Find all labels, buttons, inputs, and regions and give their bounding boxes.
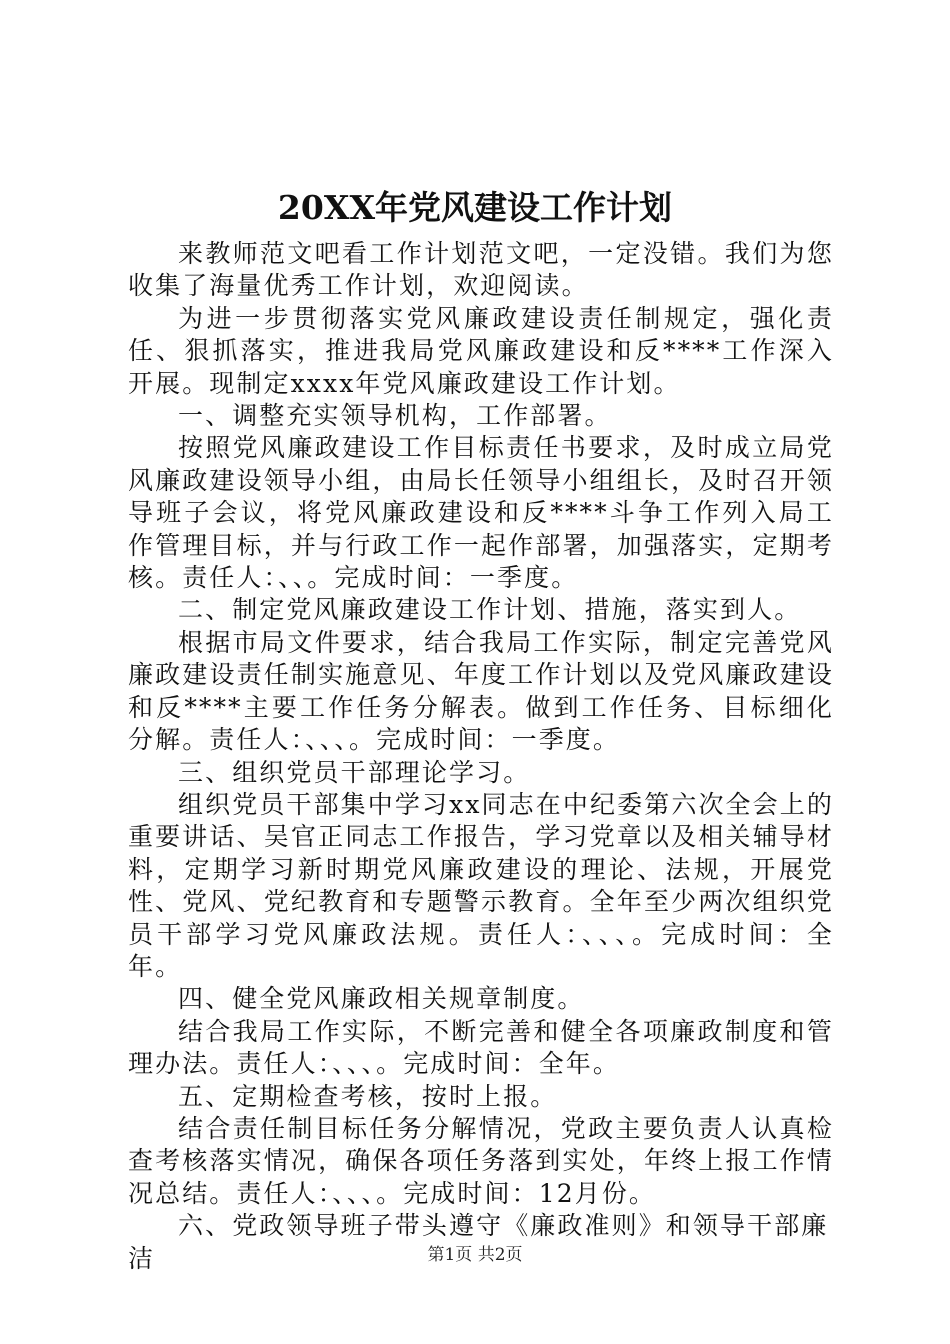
document-body (128, 238, 834, 1275)
section-body-2: 根据市局文件要求，结合我局工作实际，制定完善党风廉政建设责任制实施意见、年度工作计划以及党风廉政建设和反****主要工作任务分解表。做到工作任务、目标细化分解。责任人：、、、。完成时间：一季度。 (128, 627, 834, 755)
section-body-3: 组织党员干部集中学习xx同志在中纪委第六次全会上的重要讲话、吴官正同志工作报告，学习党章以及相关辅导材料，定期学习新时期党风廉政建设的理论、法规，开展党性、党风、党纪教育和专题警示教育。全年至少两次组织党员干部学习党风廉政法规。责任人：、、、。完成时间：全年。 (128, 789, 834, 981)
section-heading-2: 二、制定党风廉政建设工作计划、措施，落实到人。 (178, 595, 802, 625)
section-body-4: 结合我局工作实际，不断完善和健全各项廉政制度和管理办法。责任人：、、、。完成时间：全年。 (128, 1016, 834, 1079)
section-heading-1: 一、调整充实领导机构，工作部署。 (178, 401, 612, 431)
section-heading-6: 六、党政领导班子带头遵守《廉政准则》和领导干部廉洁 (128, 1211, 829, 1273)
section-body-1: 按照党风廉政建设工作目标责任书要求，及时成立局党风廉政建设领导小组，由局长任领导小组组长，及时召开领导班子会议，将党风廉政建设和反****斗争工作列入局工作管理目标，并与行政工作一起作部署，加强落实，定期考核。责任人：、、。完成时间：一季度。 (128, 433, 834, 593)
section-heading-4: 四、健全党风廉政相关规章制度。 (178, 984, 585, 1014)
intro-paragraph: 来教师范文吧看工作计划范文吧，一定没错。我们为您收集了海量优秀工作计划，欢迎阅读。 (128, 239, 834, 301)
section-heading-3: 三、组织党员干部理论学习。 (178, 757, 531, 787)
document-title: 20XX年党风建设工作计划 (277, 188, 673, 227)
page-footer: 第1页 共2页 (427, 1245, 523, 1265)
purpose-paragraph: 为进一步贯彻落实党风廉政建设责任制规定，强化责任、狠抓落实，推进我局党风廉政建设和反****工作深入开展。现制定xxxx年党风廉政建设工作计划。 (128, 303, 834, 398)
section-heading-5: 五、定期检查考核，按时上报。 (178, 1081, 558, 1111)
section-body-5: 结合责任制目标任务分解情况，党政主要负责人认真检查考核落实情况，确保各项任务落到实处，年终上报工作情况总结。责任人：、、、。完成时间：12月份。 (128, 1113, 834, 1208)
